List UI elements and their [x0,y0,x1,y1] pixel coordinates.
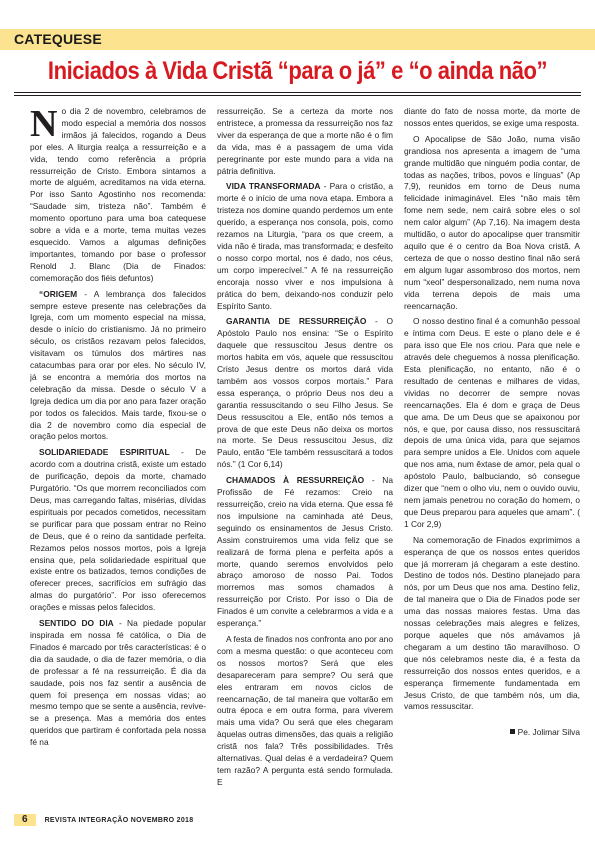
section-label: CATEQUESE [14,31,102,47]
column-3 [404,106,580,808]
paragraph: GARANTIA DE RESSURREIÇÃO - O Apóstolo Paulo nos ensina: “Se o Espírito daquele que ressuscitou Jesus dentre os mortos habita em vós, aquele que ressuscitou Cristo Jesus dentre os mortos dará vida também aos vossos corpos mortais.” Para essa esperança, o próprio Deus nos deu a garantia ressuscitando o seu Filho Jesus. Se Deus ressuscitou a Ele, então nós temos a prova de que este Deus não deixa os mortos na morte. Se Deus ressuscitou Jesus, diz Paulo, então “Ele também ressuscitará a todos nós.” (1 Cor 6,14) [217,316,393,470]
page-number: 6 [14,814,36,826]
paragraph: O Apocalipse de São João, numa visão grandiosa nos apresenta a imagem de “uma grande multidão que ninguém podia contar, de todas as nações, tribos, povos e línguas” (Ap 7,9), reunidos em torno de Deus numa felicidade inimaginável. Eles “não mais têm fome nem sede, nem cairá sobre eles o sol nem calor algum” (Ap 7,16). Na imagem desta multidão, o autor do apocalipse quer transmitir aquilo que é o centro da Boa Nova cristã. A certeza de que o nosso destino final não será em algum lugar assombroso dos mortos, nem num “xeol” despersonalizado, nem numa nova vida terrena depois de mais uma reencarnação. [404,133,580,311]
publication-name: REVISTA INTEGRAÇÃO NOVEMBRO 2018 [44,816,194,824]
paragraph: No dia 2 de novembro, celebramos de modo especial a memória dos nossos irmãos já falecidos, rogando a Deus por eles. A liturgia realça a ressurreição e a vida, tendo como referência a própria ressurreição de Cristo. Embora sintamos a morte de alguém, acreditamos na vida eterna. Por isso Santo Agostinho nos recomenda: “Saudade sim, tristeza não”. Também é momento oportuno para uma boa catequese sobre a vida e a morte, tema muitas vezes esquecido. Vamos a algumas definições importantes, tomando por base o professor Renold J. Blanc (Dia de Finados: comemoração dos fiéis defuntos) [30,106,206,283]
drop-cap: N [30,106,58,145]
paragraph: VIDA TRANSFORMADA - Para o cristão, a morte é o início de uma nova etapa. Embora a tristeza nos domine quando perdemos um ente querido, a esperança nos consola, pois, como rezamos na Liturgia, “para os que creem, a vida não é tirada, mas transformada; e desfeito o nosso corpo mortal, nos é dado, nos céus, um corpo imperecível.” A fé na ressurreição encoraja nosso viver e nos impulsiona à prática do bem, deixando-nos conduzir pelo Espírito Santo. [217,181,393,311]
page-footer [14,814,193,826]
article-title: Iniciados à Vida Cristã “para o já” e “o ainda não” [47,57,548,85]
paragraph: “ORIGEM - A lembrança dos falecidos sempre esteve presente nas celebrações da Igreja, com um momento especial na missa, desde o início do cristianismo. Já no primeiro século, os cristãos rezavam pelos falecidos, visitavam os túmulos dos mártires nas catacumbas para orar por eles. No século IV, já se encontra a memória dos mortos na celebração da missa. Desde o século V a Igreja dedica um dia por ano para fazer oração por todos os falecidos. Mais tarde, fixou-se o dia 2 de novembro como dia especial de oração pelos mortos. [30,288,206,442]
title-rule-top [14,92,581,93]
article-body [30,106,580,808]
paragraph-heading: VIDA TRANSFORMADA [226,181,321,192]
paragraph: CHAMADOS À RESSURREIÇÃO - Na Profissão de Fé rezamos: Creio na ressurreição, creio na vida eterna. Que essa fé nos impulsione na caminhada até Deus, seguindo os ensinamentos de Jesus Cristo. Assim construiremos uma vida feliz que se realizará de forma plena e perfeita após a morte, quando seremos envolvidos pelo abraço amoroso de nosso Pai. Todos morremos mas somos chamados à ressurreição por Cristo. Por isso o Dia de Finados é um convite a celebrarmos a vida e a esperança.” [217,475,393,629]
paragraph: ressurreição. Se a certeza da morte nos entristece, a promessa da ressurreição nos faz viver da esperança de que a morte não é o fim da vida, mas é a passagem de uma vida peregrinante por este mundo para a vida na pátria definitiva. [217,106,393,176]
column-2 [217,106,393,808]
paragraph: diante do fato de nossa morte, da morte de nossos entes queridos, se exige uma resposta. [404,106,580,128]
paragraph-heading: GARANTIA DE RESSURREIÇÃO [226,316,367,327]
title-rule-bottom [14,95,581,96]
paragraph: SENTIDO DO DIA - Na piedade popular inspirada em nossa fé católica, o Dia de Finados é marcado por três características: é o dia da saudade, o dia de fazer memória, o dia de professar a fé na ressurreição. É dia da saudade, pois nos faz sentir a ausência de quem foi presença em nossas vidas; ao mesmo tempo que se sente a ausência, revive-se a presença. Mas a memória dos entes queridos que partiram é confortada pela nossa fé na [30,618,206,748]
column-1 [30,106,206,808]
paragraph: Na comemoração de Finados exprimimos a esperança de que os nossos entes queridos que já morreram já chegaram a este destino. Destino de todos nós. Destino planejado para nós, por um Deus que nos ama. Destino feliz, de tal maneira que o Dia de Finados pode ser uma das nossas maiores festas. Uma das nossas celebrações mais alegres e felizes, porque aqueles que nós amávamos já chegaram a um destino tão maravilhoso. O que nós celebramos neste dia, é a festa da ressurreição dos nossos entes queridos, e a esperança firmemente fundamentada em Jesus Cristo, de que também nós, um dia, vamos ressuscitar. [404,534,580,712]
paragraph: SOLIDARIEDADE ESPIRITUAL - De acordo com a doutrina cristã, existe um estado de purificação, depois da morte, chamado Purgatório. “Os que morrem reconciliados com Deus, mas carregando faltas, misérias, dívidas espirituais por pecados cometidos, necessitam se purificar para que possam entrar no Reino de Deus, que é o reino da santidade perfeita. Rezamos pelos nossos mortos, pois a Igreja ensina que, pela solidariedade espiritual que existe entre os batizados, temos condições de oferecer preces, sacrifícios em sufrágio das almas do purgatório”. Por isso oferecemos orações e missas pelos falecidos. [30,447,206,613]
author-signature: Pe. Jolimar Silva [404,727,580,739]
paragraph-heading: SOLIDARIEDADE ESPIRITUAL [39,447,170,458]
paragraph: O nosso destino final é a comunhão pessoal e íntima com Deus. E este o plano dele e é para isso que Ele nos criou. Para que nele e através dele cheguemos à nossa plenificação. Esta plenificação, no entanto, não é o resultado de centenas e milhares de vidas, vividas no decorrer de sempre novas reencarnações. Ela é dom e graça de Deus que ama. De um Deus que se apaixonou por nós, e que, por causa disso, nos ressuscitará depois de uma única vida, para que sejamos para sempre unidos a Ele. Unidos com aquele que nos ama, num êxtase de amor, pela qual o apóstolo Paulo, balbuciando, só consegue dizer que “nem o olho viu, nem o ouvido ouviu, nem jamais penetrou no coração do homem, o que Deus preparou para aqueles que amam”. ( 1 Cor 2,9) [404,316,580,529]
paragraph: A festa de finados nos confronta ano por ano com a mesma questão: o que aconteceu com os nossos mortos? Será que eles desapareceram para sempre? Ou será que eles entraram em novos ciclos de reencarnação, de tal maneira que voltarão em outra época e em outra forma, para viverem mais uma vida? Ou será que eles chegaram àquelas outras dimensões, das quais a religião cristã nos fala? Três possibilidades. Três alternativas. Qual delas é a verdadeira? Quem tem razão? A pergunta está sendo formulada. E [217,633,393,787]
paragraph-heading: “ORIGEM [39,288,78,299]
paragraph-heading: CHAMADOS À RESSURREIÇÃO [226,475,365,486]
bullet-square-icon [510,729,515,734]
paragraph-heading: SENTIDO DO DIA [39,618,114,629]
